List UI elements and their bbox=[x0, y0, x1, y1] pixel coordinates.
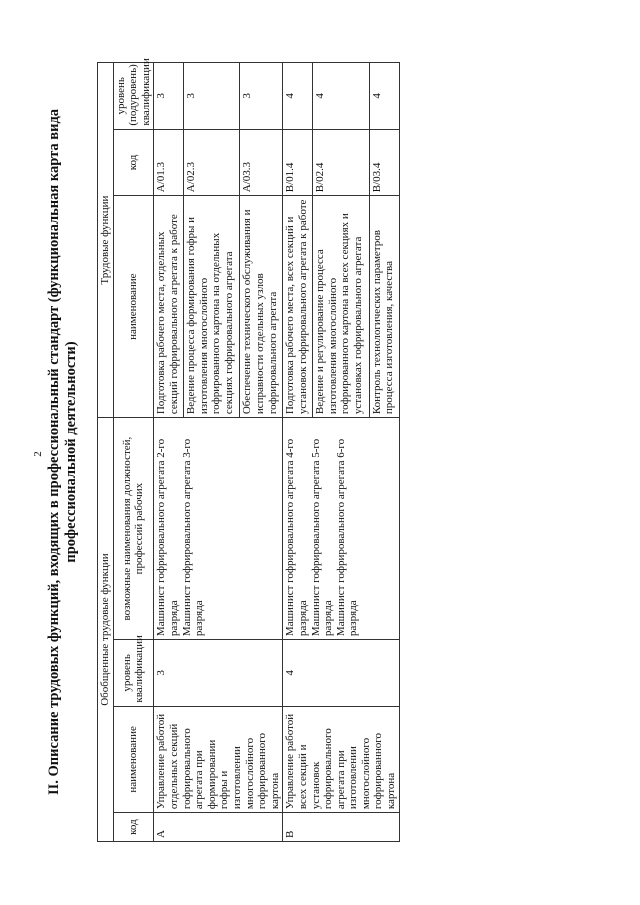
gf-code-cell: A bbox=[154, 813, 283, 842]
code-header: код bbox=[113, 813, 154, 842]
table-row bbox=[154, 63, 184, 842]
tf-name-cell: Обеспечение технического обслуживания и исправности отдельных узлов гофрировального агрегата bbox=[240, 196, 283, 418]
name-header: наименование bbox=[113, 706, 154, 813]
gf-level-cell: 4 bbox=[283, 640, 399, 707]
table-row bbox=[283, 63, 313, 842]
tf-code-header: код bbox=[113, 129, 154, 196]
gf-positions-cell bbox=[283, 418, 399, 640]
tf-level-cell: 3 bbox=[184, 63, 240, 130]
gf-code-cell: B bbox=[283, 813, 399, 842]
gf-name-cell: Управление работой отдельных секций гофрировального агрегата при формировании гофры и изготовлении многослойного гофрированного картона bbox=[154, 706, 283, 813]
page-number: 2 bbox=[32, 451, 44, 457]
header-row-2 bbox=[113, 63, 154, 842]
sublevel-header: уровень (подуровень) квалификации bbox=[113, 63, 154, 130]
tf-code-cell: A/02.3 bbox=[184, 129, 240, 196]
rotated-page bbox=[40, 52, 600, 852]
tf-name-cell: Контроль технологических параметров процесса изготовления, качества bbox=[369, 196, 399, 418]
position-item: Машинист гофрировального агрегата 4-го разряда bbox=[284, 438, 309, 637]
level-header: уровень квалификации bbox=[113, 640, 154, 707]
header-row-1 bbox=[98, 63, 114, 842]
tf-name-cell: Подготовка рабочего места, отдельных секций гофрировального агрегата к работе bbox=[154, 196, 184, 418]
position-item: Машинист гофрировального агрегата 6-го разряда bbox=[334, 438, 360, 637]
position-item: Машинист гофрировального агрегата 5-го разряда bbox=[309, 438, 335, 637]
positions-header: возможные наименования должностей, профессий рабочих bbox=[113, 418, 154, 640]
functional-map-table bbox=[97, 58, 400, 842]
position-item: Машинист гофрировального агрегата 3-го разряда bbox=[180, 438, 206, 637]
tf-name-cell: Ведение процесса формирования гофры и изготовления многослойного гофрированного картона на отдельных секциях гофрировального агрегата bbox=[184, 196, 240, 418]
tf-name-header: наименование bbox=[113, 196, 154, 418]
gf-level-cell: 3 bbox=[154, 640, 283, 707]
tf-name-cell: Подготовка рабочего места, всех секций и установок гофрировального агрегата к работе bbox=[283, 196, 313, 418]
tf-level-cell: 3 bbox=[240, 63, 283, 130]
tf-code-cell: A/03.3 bbox=[240, 129, 283, 196]
tf-level-cell: 4 bbox=[313, 63, 370, 130]
tf-level-cell: 3 bbox=[154, 63, 184, 130]
tf-code-cell: B/02.4 bbox=[313, 129, 370, 196]
tf-code-cell: B/03.4 bbox=[369, 129, 399, 196]
generalized-functions-header: Обобщенные трудовые функции bbox=[98, 418, 114, 842]
position-item: Машинист гофрировального агрегата 2-го разряда bbox=[155, 438, 180, 637]
tf-code-cell: B/01.4 bbox=[283, 129, 313, 196]
tf-code-cell: A/01.3 bbox=[154, 129, 184, 196]
tf-name-cell: Ведение и регулирование процесса изготовления многослойного гофрированного картона на всех секциях и установках гофрировального агрегата bbox=[313, 196, 370, 418]
tf-level-cell: 4 bbox=[369, 63, 399, 130]
tf-level-cell: 4 bbox=[283, 63, 313, 130]
labor-functions-header: Трудовые функции bbox=[98, 63, 114, 418]
gf-name-cell: Управление работой всех секций и установок гофрировального агрегата при изготовлении многослойного гофрированного картона bbox=[283, 706, 399, 813]
gf-positions-cell bbox=[154, 418, 283, 640]
section-title: II. Описание трудовых функций, входящих в профессиональный стандарт (функциональная карта вида профессиональной деятельности) bbox=[46, 108, 79, 796]
